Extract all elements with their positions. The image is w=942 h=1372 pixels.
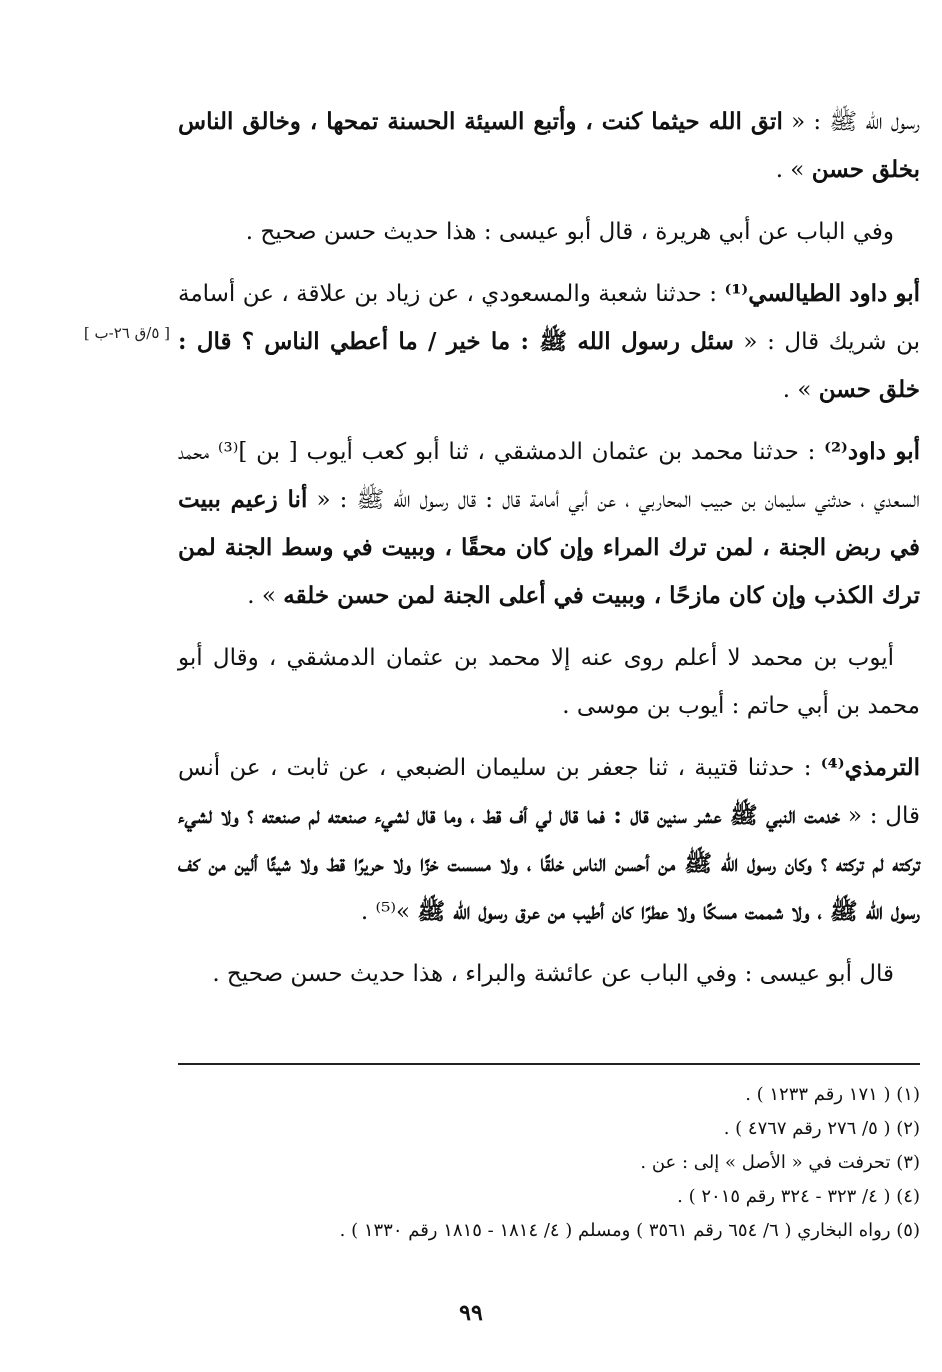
footnote-3: (٣) تحرفت في « الأصل » إلى : عن . — [640, 1152, 920, 1173]
hadith-text: سئل رسول الله ﷺ : ما خير / ما أعطي الناس ؟ قال : خلق حسن — [178, 328, 920, 403]
footnote-divider — [178, 1063, 920, 1065]
source-name: أبو داود⁽²⁾ — [824, 438, 920, 465]
text-run: وفي الباب عن أبي هريرة ، قال أبو عيسى : هذا حديث حسن صحيح . — [245, 219, 894, 245]
paragraph-5 — [178, 634, 920, 730]
text-run: : حدثنا قتيبة ، ثنا جعفر بن سليمان الضبعي ، عن ثابت ، عن أنس قال : « — [178, 755, 920, 829]
paragraph-2 — [178, 208, 920, 256]
footnote-5: (٥) رواه البخاري ( ٦/ ٦٥٤ رقم ٣٥٦١ ) ومسلم ( ٤/ ١٨١٤ - ١٨١٥ رقم ١٣٣٠ ) . — [339, 1220, 920, 1241]
source-name: أبو داود الطيالسي⁽¹⁾ — [724, 280, 920, 307]
text-run: قال أبو عيسى : وفي الباب عن عائشة والبراء ، هذا حديث حسن صحيح . — [212, 961, 894, 987]
text-run: » . — [782, 377, 819, 403]
manuscript-folio-note: [ ٥/ق ٢٦-ب ] — [83, 324, 170, 342]
footnote-4: (٤) ( ٤/ ٣٢٣ - ٣٢٤ رقم ٢٠١٥ ) . — [677, 1186, 920, 1207]
footnote-2: (٢) ( ٥/ ٢٧٦ رقم ٤٧٦٧ ) . — [723, 1118, 920, 1139]
text-run: » . — [775, 157, 812, 183]
paragraph-6 — [178, 744, 920, 936]
paragraph-7 — [178, 950, 920, 998]
source-name: الترمذي⁽⁴⁾ — [820, 754, 920, 781]
text-run: رسول الله ﷺ : « — [782, 109, 920, 135]
paragraph-1 — [178, 98, 920, 194]
text-run: »⁽⁵⁾ . — [360, 899, 418, 925]
paragraph-3 — [178, 270, 920, 414]
footnote-1: (١) ( ١٧١ رقم ١٢٣٣ ) . — [745, 1084, 920, 1105]
footnotes — [178, 1078, 920, 1248]
text-run: : حدثنا شعبة والمسعودي ، عن زياد بن علاقة ، عن أسامة بن شريك قال : « — [178, 281, 920, 355]
hadith-text: اتق الله حيثما كنت ، وأتبع السيئة الحسنة تمحها ، وخالق الناس بخلق حسن — [178, 108, 920, 183]
text-run: : حدثنا محمد بن عثمان الدمشقي ، ثنا أبو كعب أيوب [ بن ]⁽³⁾ محمد السعدي ، حدثني سليمان بن حبيب المحاربي ، عن أبي أمامة قال : قال رسول الله ﷺ : « — [178, 439, 920, 513]
hadith-text: أنا زعيم ببيت في ربض الجنة ، لمن ترك المراء وإن كان محقًا ، وببيت في وسط الجنة لمن ترك الكذب وإن كان مازحًا ، وببيت في أعلى الجنة لمن حسن خلقه — [178, 486, 920, 609]
text-run: أيوب بن محمد لا أعلم روى عنه إلا محمد بن عثمان الدمشقي ، وقال أبو محمد بن أبي حاتم : أيوب بن موسى . — [178, 645, 920, 719]
text-run: » . — [247, 583, 284, 609]
hadith-text: خدمت النبي ﷺ عشر سنين قال : فما قال لي أف قط ، وما قال لشيء صنعته لم صنعته ؟ ولا لشيء تركته لم تركته ؟ وكان رسول الله ﷺ من أحسن الناس خلقًا ، ولا مسست خزًا ولا حريرًا قط ولا شيئًا ألين من كف رسول الله ﷺ ، ولا شممت مسكًا ولا عطرًا كان أطيب من عرق رسول الله ﷺ — [178, 802, 920, 925]
main-text — [178, 98, 920, 1012]
page-number: ٩٩ — [459, 1300, 483, 1326]
paragraph-4 — [178, 428, 920, 620]
